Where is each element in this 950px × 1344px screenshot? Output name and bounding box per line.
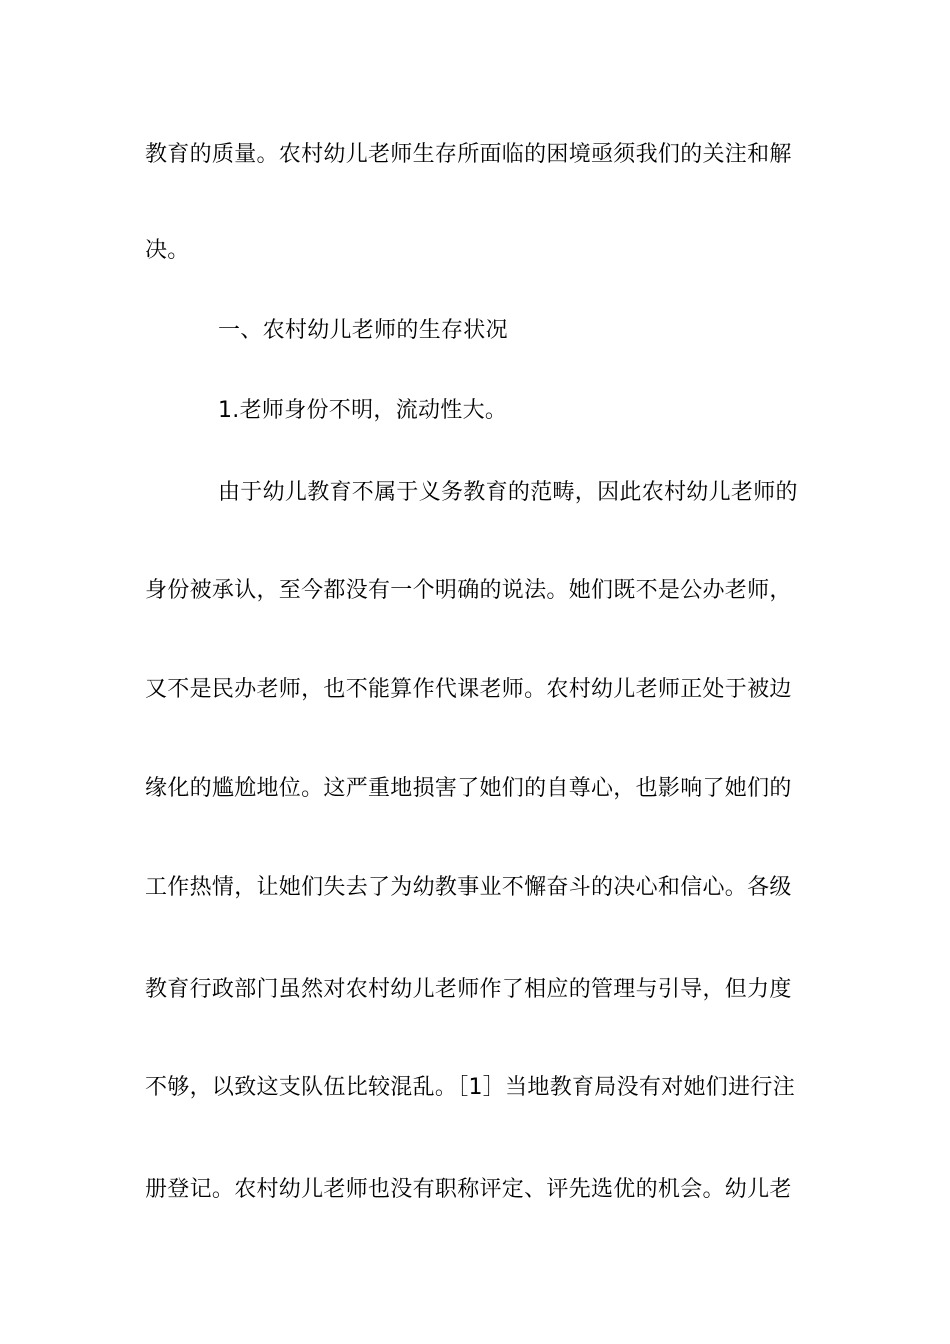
paragraph-line: 工作热情，让她们失去了为幼教事业不懈奋斗的决心和信心。各级 [145, 875, 792, 900]
paragraph-line: 由于幼儿教育不属于义务教育的范畴，因此农村幼儿老师的 [218, 480, 798, 505]
paragraph-line: 不够，以致这支队伍比较混乱。［1］当地教育局没有对她们进行注 [145, 1075, 795, 1100]
section-heading: 一、农村幼儿老师的生存状况 [218, 318, 508, 343]
subsection-heading: 1.老师身份不明，流动性大。 [218, 398, 508, 423]
paragraph-line: 决。 [145, 238, 190, 263]
paragraph-line: 又不是民办老师，也不能算作代课老师。农村幼儿老师正处于被边 [145, 677, 792, 702]
paragraph-line: 册登记。农村幼儿老师也没有职称评定、评先选优的机会。幼儿老 [145, 1177, 792, 1202]
paragraph-line: 教育的质量。农村幼儿老师生存所面临的困境亟须我们的关注和解 [145, 142, 792, 167]
paragraph-line: 教育行政部门虽然对农村幼儿老师作了相应的管理与引导，但力度 [145, 977, 792, 1002]
paragraph-line: 身份被承认，至今都没有一个明确的说法。她们既不是公办老师， [145, 578, 792, 603]
paragraph-line: 缘化的尴尬地位。这严重地损害了她们的自尊心，也影响了她们的 [145, 776, 792, 801]
